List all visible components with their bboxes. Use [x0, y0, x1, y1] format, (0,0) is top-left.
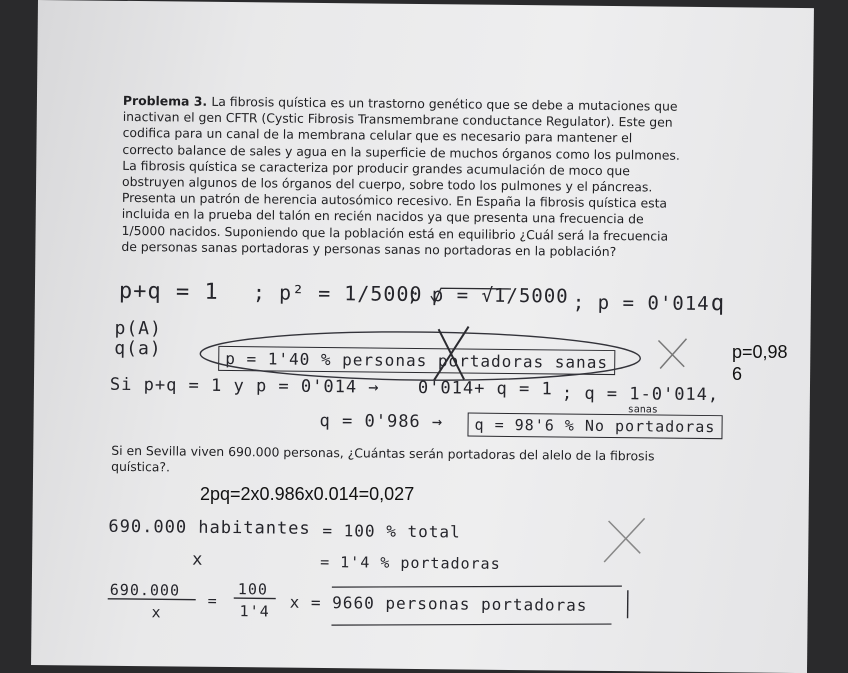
hw-qa: q(a) — [114, 338, 162, 359]
hw-fraction-den-left: x — [152, 603, 162, 621]
result-underline — [331, 621, 611, 628]
hw-crossed-answer-box: p = 1'40 % personas portadoras sanas — [218, 346, 615, 375]
question-two: Si en Sevilla viven 690.000 personas, ¿Cuántas serán portadoras del alelo de la fibrosis quística?. — [111, 443, 671, 481]
light-cross-d — [604, 518, 644, 562]
paper-sheet — [31, 0, 814, 673]
hw-x-unknown: x — [192, 550, 203, 570]
light-cross-c — [608, 521, 640, 553]
typed-p-value-1: p=0,98 — [732, 342, 788, 363]
hw-result: x = 9660 personas portadoras — [290, 593, 588, 615]
pen-marks — [31, 0, 814, 673]
hw-no-carriers-box: q = 98'6 % No portadoras — [467, 413, 722, 440]
fraction-bar-left — [108, 599, 196, 600]
hw-inhabitants: 690.000 habitantes — [108, 517, 310, 539]
hw-q-letter: q — [711, 291, 726, 316]
hw-fraction-num-left: 690.000 — [110, 581, 180, 600]
hw-sanas-note: sanas — [628, 404, 658, 415]
hw-q-value: q = 0'986 → — [320, 411, 444, 432]
hw-fraction-num-right: 100 — [238, 580, 268, 598]
hw-equals: = — [208, 592, 218, 610]
hw-sum-equation: p+q = 1 — [119, 279, 219, 305]
sqrt-symbol — [431, 288, 511, 303]
hw-p-squared: ; p² = 1/5000 — [253, 280, 423, 306]
cross-mark-b — [434, 326, 469, 380]
oval-mark — [200, 330, 640, 383]
problem-body: La fibrosis quística es un trastorno genético que se debe a mutaciones que inactivan el gen CFTR (Cystic Fibrosis Transmembrane conductance Regulator). Este gen codifica para un canal de la membrana celular que es necesario para mantener el correcto balance de sales y agua en la superficie de muchos órganos como los pulmones. La fibrosis quística se caracteriza por producir grandes acumulación de moco que obstruyen algunos de los órganos del cuerpo, sobre todo los pulmones y el páncreas. Presenta un patrón de herencia autosómico recesivo. En España la fibrosis quística esta incluida en la prueba del talón en recién nacidos ya que presenta una frecuencia de 1/5000 nacidos. Suponiendo que la población está en equilibrio ¿Cuál será la frecuencia de personas sanas portadoras y personas sanas no portadoras en la población? — [121, 94, 680, 259]
hw-fraction-den-right: 1'4 — [240, 602, 270, 620]
hw-carrier-percent: = 1'4 % portadoras — [320, 553, 501, 573]
hw-p-sqrt: ; p = √1/5000 — [407, 284, 569, 308]
hw-total-percent: = 100 % total — [322, 521, 460, 541]
result-overline — [332, 583, 622, 590]
problem-heading: Problema 3. — [123, 93, 212, 109]
hw-q-calc: ; q = 1-0'014, — [562, 384, 719, 406]
hw-p-value: ; p = 0'014 — [573, 292, 710, 315]
typed-p-value-2: 6 — [732, 364, 742, 385]
typed-2pq-formula: 2pq=2x0.986x0.014=0,027 — [200, 484, 414, 505]
hw-pA: p(A) — [114, 318, 162, 339]
hw-substitution: Si p+q = 1 y p = 0'014 → — [110, 375, 380, 398]
hw-sum-substituted: 0'014+ q = 1 — [418, 378, 553, 399]
